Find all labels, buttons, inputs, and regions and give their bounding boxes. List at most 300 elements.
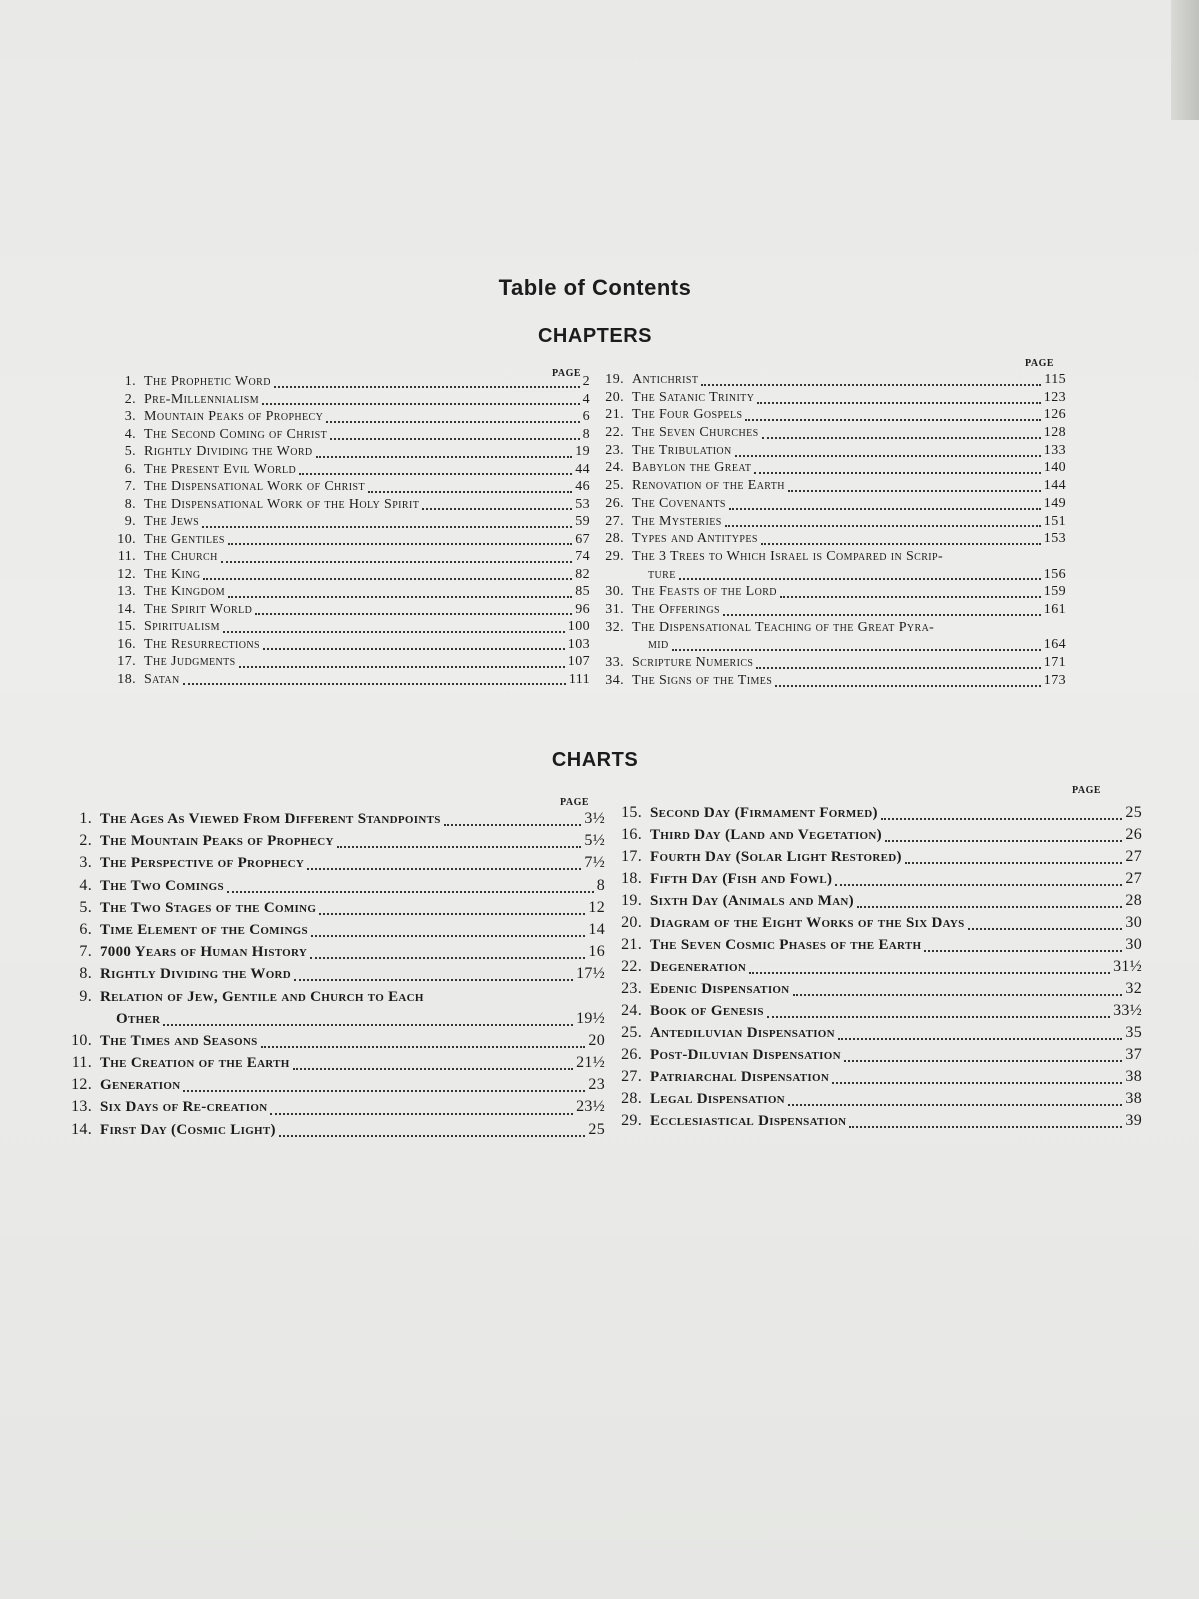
entry-page-number: 100 — [567, 619, 590, 634]
entry-number: 5. — [79, 898, 92, 916]
toc-row — [60, 899, 605, 921]
toc-row — [60, 832, 605, 854]
leader-dots — [762, 437, 1041, 439]
entry-title: The Satanic Trinity — [632, 389, 755, 405]
leader-dots — [745, 419, 1040, 421]
entry-number: 9. — [79, 987, 92, 1005]
toc-row — [60, 988, 605, 1010]
leader-dots — [163, 1024, 573, 1026]
toc-row — [596, 443, 1066, 461]
entry-page-number: 20 — [588, 1031, 605, 1049]
entry-page-number: 153 — [1043, 531, 1066, 547]
entry-number: 24. — [621, 1002, 642, 1019]
entry-page-number: 107 — [567, 654, 590, 669]
leader-dots — [337, 846, 582, 848]
entry-page-number: 27 — [1125, 870, 1142, 887]
entry-number: 34. — [605, 672, 624, 688]
leader-dots — [924, 950, 1122, 952]
chapters-right-column — [596, 372, 1066, 690]
charts-left-page-label: PAGE — [560, 797, 590, 808]
toc-row — [612, 936, 1142, 958]
entry-page-number: 67 — [575, 531, 590, 547]
entry-number: 16. — [117, 636, 136, 652]
entry-title: Generation — [100, 1077, 181, 1094]
toc-row — [612, 914, 1142, 936]
entry-page-number: 151 — [1043, 513, 1066, 529]
entry-title: Satan — [144, 671, 180, 687]
toc-row — [100, 479, 590, 497]
entry-number: 16. — [621, 826, 642, 843]
toc-row — [596, 496, 1066, 514]
entry-title: Book of Genesis — [650, 1003, 764, 1019]
entry-title: The Four Gospels — [632, 407, 743, 423]
entry-title: Spiritualism — [144, 619, 220, 634]
entry-number: 17. — [117, 654, 136, 669]
entry-number: 25. — [605, 478, 624, 494]
entry-number: 26. — [621, 1046, 642, 1063]
entry-title: The Resurrections — [144, 636, 260, 652]
toc-row — [100, 602, 590, 620]
entry-page-number: 173 — [1043, 672, 1066, 688]
toc-row — [612, 892, 1142, 914]
leader-dots — [239, 666, 565, 668]
entry-title: The Dispensational Work of Christ — [144, 479, 365, 494]
entry-page-number: 140 — [1043, 460, 1066, 476]
leader-dots — [319, 913, 585, 915]
leader-dots — [422, 508, 572, 510]
leader-dots — [756, 667, 1040, 669]
leader-dots — [274, 386, 580, 388]
toc-row — [596, 390, 1066, 408]
entry-title: The Times and Seasons — [100, 1032, 258, 1049]
leader-dots — [905, 862, 1123, 864]
entry-page-number: 14 — [588, 920, 605, 938]
entry-page-number: 161 — [1043, 601, 1066, 617]
entry-page-number: 144 — [1043, 478, 1066, 494]
entry-page-number: 33½ — [1113, 1002, 1142, 1019]
entry-number: 17. — [621, 848, 642, 865]
entry-page-number: 85 — [575, 584, 590, 599]
entry-title: The Mysteries — [632, 513, 722, 529]
leader-dots — [849, 1126, 1122, 1128]
toc-row — [100, 427, 590, 445]
entry-number: 22. — [621, 958, 642, 975]
entry-page-number: 23 — [588, 1076, 605, 1094]
leader-dots — [793, 994, 1123, 996]
entry-title: Pre-Millennialism — [144, 391, 260, 407]
entry-number: 7. — [79, 943, 92, 961]
entry-page-number: 59 — [575, 514, 590, 529]
toc-row-continuation — [596, 637, 1066, 655]
entry-number: 11. — [71, 1054, 92, 1072]
entry-page-number: 27 — [1125, 848, 1142, 865]
entry-number: 22. — [605, 425, 624, 441]
leader-dots — [270, 1113, 573, 1115]
leader-dots — [775, 685, 1041, 687]
entry-page-number: 31½ — [1113, 958, 1142, 975]
entry-number: 18. — [621, 870, 642, 887]
chapters-heading: CHAPTERS — [537, 325, 652, 347]
entry-title: Rightly Dividing the Word — [100, 966, 292, 983]
toc-row — [60, 810, 605, 832]
entry-title: Six Days of Re-creation — [100, 1099, 268, 1116]
toc-row — [596, 531, 1066, 549]
entry-page-number: 38 — [1125, 1090, 1142, 1107]
leader-dots — [444, 824, 582, 826]
toc-row — [612, 804, 1142, 826]
leader-dots — [368, 491, 572, 493]
entry-number: 28. — [621, 1090, 642, 1107]
toc-row — [596, 620, 1066, 638]
entry-page-number: 2 — [582, 374, 590, 389]
toc-row — [100, 514, 590, 532]
toc-row — [596, 602, 1066, 620]
entry-title: Ecclesiastical Dispensation — [650, 1113, 847, 1129]
entry-page-number: 126 — [1043, 407, 1066, 423]
toc-row — [60, 854, 605, 876]
entry-number: 1. — [124, 374, 136, 389]
entry-title: Legal Dispensation — [650, 1091, 785, 1107]
toc-row — [596, 425, 1066, 443]
entry-number: 18. — [117, 671, 136, 687]
entry-title: The 3 Trees to Which Israel is Compared in Scrip- — [632, 548, 944, 564]
toc-row — [596, 460, 1066, 478]
entry-number: 20. — [621, 914, 642, 931]
leader-dots — [672, 649, 1041, 651]
entry-number: 23. — [621, 980, 642, 997]
entry-number: 26. — [605, 495, 624, 511]
entry-page-number: 156 — [1043, 566, 1066, 582]
entry-page-number: 39 — [1125, 1112, 1142, 1129]
entry-page-number: 35 — [1125, 1024, 1142, 1041]
entry-number: 8. — [124, 496, 136, 512]
entry-page-number: 30 — [1125, 936, 1142, 953]
entry-number: 28. — [605, 531, 624, 547]
entry-title: The Two Stages of the Coming — [100, 899, 317, 916]
toc-row — [60, 965, 605, 987]
entry-page-number: 6 — [582, 409, 590, 424]
toc-row — [100, 672, 590, 690]
entry-number: 4. — [124, 426, 136, 442]
leader-dots — [202, 526, 572, 528]
leader-dots — [221, 561, 572, 563]
entry-page-number: 46 — [575, 479, 590, 494]
leader-dots — [299, 473, 572, 475]
entry-page-number: 3½ — [584, 810, 605, 827]
entry-title: The Kingdom — [144, 584, 226, 599]
toc-row — [596, 407, 1066, 425]
entry-title: The Dispensational Work of the Holy Spirit — [144, 496, 420, 512]
entry-title: The Dispensational Teaching of the Great Pyra- — [632, 619, 935, 635]
entry-number: 29. — [605, 548, 624, 564]
entry-page-number: 17½ — [576, 965, 605, 983]
entry-page-number: 159 — [1043, 584, 1066, 600]
leader-dots — [203, 578, 572, 580]
entry-page-number: 53 — [575, 496, 590, 512]
entry-title-continued: Other — [116, 1010, 161, 1027]
entry-title: Patriarchal Dispensation — [650, 1069, 830, 1085]
entry-page-number: 32 — [1125, 980, 1142, 997]
entry-number: 12. — [71, 1076, 92, 1094]
entry-title-continued: mid — [648, 637, 669, 653]
chapters-left-page-label: PAGE — [552, 368, 582, 379]
entry-number: 1. — [79, 810, 92, 827]
toc-row — [100, 619, 590, 637]
toc-row-continuation — [60, 1010, 605, 1032]
toc-row — [60, 1032, 605, 1054]
toc-row — [100, 374, 590, 392]
toc-row — [60, 1054, 605, 1076]
leader-dots — [761, 543, 1041, 545]
charts-right-page-label: PAGE — [1072, 785, 1102, 796]
entry-title: The Covenants — [632, 495, 726, 511]
toc-row — [100, 497, 590, 515]
leader-dots — [838, 1038, 1122, 1040]
entry-title: Types and Antitypes — [632, 531, 758, 547]
toc-row-continuation — [596, 567, 1066, 585]
leader-dots — [311, 935, 585, 937]
entry-number: 14. — [71, 1120, 92, 1138]
entry-page-number: 133 — [1043, 442, 1066, 458]
entry-title: Post-Diluvian Dispensation — [650, 1047, 841, 1063]
entry-title: The Feasts of the Lord — [632, 584, 777, 600]
entry-title: The Perspective of Prophecy — [100, 855, 305, 872]
entry-title: Third Day (Land and Vegetation) — [650, 827, 882, 843]
entry-page-number: 74 — [575, 549, 590, 564]
entry-number: 2. — [124, 391, 136, 407]
leader-dots — [729, 508, 1041, 510]
leader-dots — [330, 438, 579, 440]
entry-number: 3. — [79, 854, 92, 872]
entry-page-number: 30 — [1125, 914, 1142, 931]
leader-dots — [725, 525, 1041, 527]
entry-title: Scripture Numerics — [632, 655, 754, 670]
entry-number: 19. — [621, 892, 642, 909]
leader-dots — [968, 928, 1123, 930]
entry-title: The Church — [144, 549, 218, 564]
leader-dots — [223, 631, 565, 633]
leader-dots — [293, 1068, 573, 1070]
leader-dots — [261, 1046, 586, 1048]
entry-title: First Day (Cosmic Light) — [100, 1121, 276, 1138]
entry-number: 13. — [117, 584, 136, 599]
leader-dots — [835, 884, 1122, 886]
entry-number: 12. — [117, 566, 136, 582]
entry-title: The Prophetic Word — [144, 374, 271, 389]
entry-title: Antediluvian Dispensation — [650, 1025, 835, 1041]
entry-title: The Seven Churches — [632, 425, 759, 441]
page-edge-shadow — [1171, 0, 1199, 120]
entry-page-number: 5½ — [584, 832, 605, 850]
toc-row — [60, 1098, 605, 1120]
leader-dots — [679, 578, 1041, 580]
toc-row — [596, 673, 1066, 691]
entry-number: 15. — [621, 804, 642, 821]
entry-page-number: 103 — [567, 636, 590, 652]
leader-dots — [279, 1135, 586, 1137]
leader-dots — [885, 840, 1122, 842]
entry-number: 24. — [605, 460, 624, 476]
toc-row — [60, 1121, 605, 1143]
entry-number: 23. — [605, 442, 624, 458]
entry-title: Time Element of the Comings — [100, 921, 308, 938]
entry-number: 29. — [621, 1112, 642, 1129]
leader-dots — [227, 891, 594, 893]
leader-dots — [228, 596, 572, 598]
toc-row — [100, 444, 590, 462]
entry-title: Second Day (Firmament Formed) — [650, 805, 878, 821]
leader-dots — [255, 613, 572, 615]
leader-dots — [294, 979, 573, 981]
entry-title: The Signs of the Times — [632, 672, 773, 688]
leader-dots — [780, 596, 1041, 598]
entry-title: The Gentiles — [144, 531, 225, 547]
entry-number: 31. — [605, 601, 624, 617]
entry-number: 3. — [124, 409, 136, 424]
entry-page-number: 164 — [1043, 637, 1066, 653]
entry-page-number: 4 — [582, 391, 590, 407]
entry-page-number: 149 — [1043, 495, 1066, 511]
entry-number: 25. — [621, 1024, 642, 1041]
toc-row — [100, 567, 590, 585]
leader-dots — [701, 384, 1041, 386]
toc-row — [60, 1076, 605, 1098]
entry-title: Renovation of the Earth — [632, 478, 785, 494]
entry-title: Edenic Dispensation — [650, 981, 790, 997]
chapters-right-page-label: PAGE — [1025, 358, 1055, 369]
entry-number: 13. — [71, 1098, 92, 1116]
entry-page-number: 115 — [1044, 372, 1066, 387]
entry-title: The Present Evil World — [144, 461, 297, 477]
entry-number: 9. — [124, 514, 136, 529]
toc-row — [612, 1002, 1142, 1024]
toc-row — [596, 584, 1066, 602]
toc-row — [100, 462, 590, 480]
entry-page-number: 26 — [1125, 826, 1142, 843]
page-title: Table of Contents — [498, 275, 692, 300]
toc-row — [60, 943, 605, 965]
entry-page-number: 23½ — [576, 1098, 605, 1116]
entry-page-number: 25 — [1125, 804, 1142, 821]
entry-title: Diagram of the Eight Works of the Six Days — [650, 915, 965, 931]
toc-row — [612, 870, 1142, 892]
toc-row — [596, 478, 1066, 496]
toc-row — [596, 655, 1066, 673]
entry-page-number: 21½ — [576, 1054, 605, 1072]
leader-dots — [183, 683, 566, 685]
entry-number: 5. — [124, 444, 136, 459]
toc-row — [100, 654, 590, 672]
entry-number: 2. — [79, 832, 92, 850]
chapters-left-column — [100, 374, 590, 689]
entry-number: 6. — [124, 461, 136, 477]
entry-page-number: 25 — [588, 1120, 605, 1138]
entry-number: 11. — [117, 549, 136, 564]
leader-dots — [857, 906, 1122, 908]
leader-dots — [735, 455, 1041, 457]
toc-row — [100, 637, 590, 655]
entry-title: The Mountain Peaks of Prophecy — [100, 833, 334, 850]
toc-row — [60, 877, 605, 899]
entry-title: The Seven Cosmic Phases of the Earth — [650, 937, 922, 953]
entry-title: The Judgments — [144, 654, 236, 669]
leader-dots — [228, 543, 572, 545]
toc-row — [612, 1024, 1142, 1046]
leader-dots — [754, 472, 1040, 474]
leader-dots — [262, 403, 580, 405]
entry-number: 15. — [117, 619, 136, 634]
entry-number: 4. — [79, 876, 92, 894]
entry-number: 14. — [117, 601, 136, 617]
toc-row — [612, 1068, 1142, 1090]
leader-dots — [316, 456, 573, 458]
charts-left-column — [60, 810, 605, 1143]
entry-number: 32. — [605, 619, 624, 635]
toc-row — [60, 921, 605, 943]
entry-title: The Ages As Viewed From Different Standpoints — [100, 811, 441, 827]
entry-page-number: 7½ — [584, 854, 605, 872]
leader-dots — [844, 1060, 1123, 1062]
charts-right-column — [612, 804, 1142, 1134]
toc-row — [596, 372, 1066, 390]
leader-dots — [326, 421, 579, 423]
leader-dots — [788, 1104, 1122, 1106]
toc-row — [612, 826, 1142, 848]
entry-title: 7000 Years of Human History — [100, 944, 308, 961]
entry-page-number: 82 — [575, 566, 590, 582]
entry-title: Relation of Jew, Gentile and Church to Each — [100, 988, 424, 1005]
entry-page-number: 28 — [1125, 892, 1142, 909]
toc-row — [612, 958, 1142, 980]
entry-title: The King — [144, 566, 201, 582]
entry-page-number: 19½ — [576, 1009, 605, 1027]
entry-number: 30. — [605, 584, 624, 600]
toc-row — [596, 549, 1066, 567]
entry-title-continued: ture — [648, 566, 676, 582]
entry-title: Degeneration — [650, 959, 747, 975]
entry-page-number: 8 — [596, 876, 605, 894]
entry-page-number: 96 — [575, 601, 590, 617]
leader-dots — [832, 1082, 1122, 1084]
leader-dots — [723, 614, 1041, 616]
entry-title: The Spirit World — [144, 601, 253, 617]
toc-row — [612, 1046, 1142, 1068]
entry-number: 6. — [79, 920, 92, 938]
charts-heading: CHARTS — [551, 749, 639, 771]
entry-number: 21. — [605, 407, 624, 423]
entry-title: The Jews — [144, 514, 200, 529]
toc-row — [100, 409, 590, 427]
entry-page-number: 38 — [1125, 1068, 1142, 1085]
entry-number: 10. — [117, 531, 136, 547]
entry-number: 10. — [71, 1031, 92, 1049]
leader-dots — [263, 648, 565, 650]
entry-title: Fourth Day (Solar Light Restored) — [650, 849, 902, 865]
toc-row — [612, 1112, 1142, 1134]
entry-number: 27. — [605, 513, 624, 529]
leader-dots — [757, 402, 1040, 404]
entry-page-number: 171 — [1043, 655, 1066, 670]
entry-number: 19. — [605, 372, 624, 387]
entry-title: The Tribulation — [632, 442, 732, 458]
entry-page-number: 8 — [582, 426, 590, 442]
entry-title: The Two Comings — [100, 877, 224, 894]
entry-title: Rightly Dividing the Word — [144, 444, 313, 459]
leader-dots — [749, 972, 1110, 974]
entry-number: 7. — [124, 479, 136, 494]
toc-row — [100, 392, 590, 410]
leader-dots — [788, 490, 1041, 492]
